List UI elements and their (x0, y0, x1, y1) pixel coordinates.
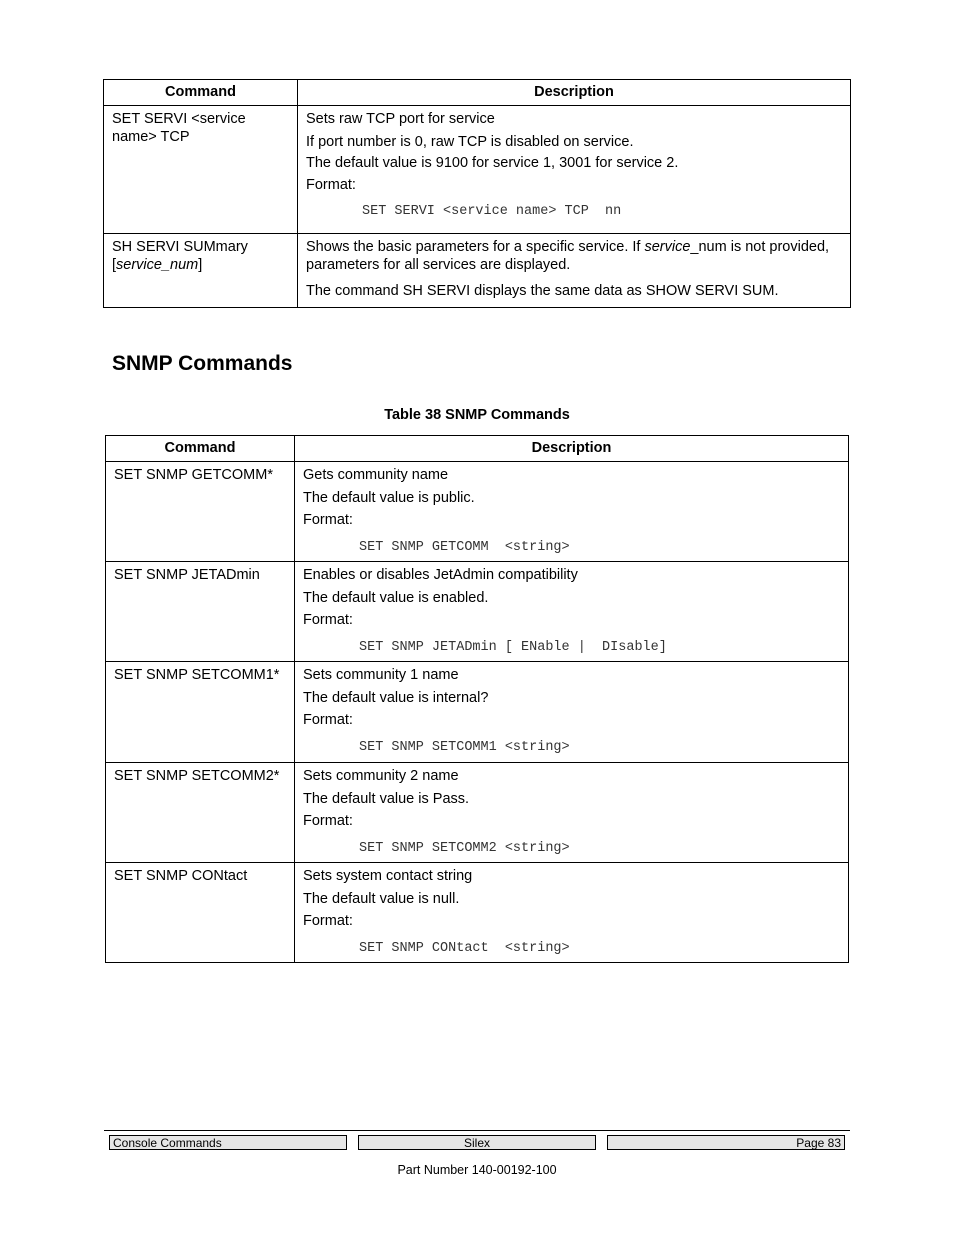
description-header: Description (295, 436, 849, 462)
footer-divider (104, 1130, 850, 1131)
command-param: service_num (116, 256, 199, 273)
format-code: SET SNMP SETCOMM1 <string> (359, 739, 570, 755)
footer-company: Silex (358, 1135, 596, 1150)
description-cell (298, 234, 851, 308)
description-line (306, 239, 842, 274)
description-line: The default value is internal? (303, 689, 489, 706)
format-code: SET SNMP JETADmin [ ENable | DIsable] (359, 639, 667, 655)
snmp-command-table (105, 435, 849, 963)
command-cell: SET SERVI <service name> TCP (104, 106, 298, 234)
description-line: Sets community 2 name (303, 768, 459, 784)
service-command-table (103, 79, 851, 308)
description-line: The default value is public. (303, 489, 475, 506)
command-cell (104, 234, 298, 308)
command-cell: SET SNMP GETCOMM* (106, 462, 295, 562)
format-code: SET SNMP SETCOMM2 <string> (359, 840, 570, 856)
description-cell (295, 562, 849, 662)
command-cell: SET SNMP JETADmin (106, 562, 295, 662)
description-line: Format: (303, 612, 353, 628)
command-header: Command (106, 436, 295, 462)
table-row (106, 562, 849, 662)
command-cell: SET SNMP CONtact (106, 863, 295, 963)
description-line: The command SH SERVI displays the same data as SHOW SERVI SUM. (306, 283, 779, 299)
description-text: Shows the basic parameters for a specific service. If (306, 239, 645, 255)
table-row (104, 106, 851, 234)
command-text: SH SERVI SUMmary [ (112, 239, 248, 273)
table-row (106, 662, 849, 763)
description-line: If port number is 0, raw TCP is disabled on service. (306, 133, 634, 150)
command-header: Command (104, 80, 298, 106)
description-text: _num is not provided, parameters for all services are displayed. (306, 239, 830, 273)
description-line: Gets community name (303, 467, 449, 483)
table-row (106, 863, 849, 963)
format-code: SET SNMP GETCOMM <string> (359, 539, 570, 555)
format-code: SET SNMP CONtact <string> (359, 940, 570, 956)
table-header-row (104, 80, 851, 106)
table-row (106, 763, 849, 863)
command-cell: SET SNMP SETCOMM1* (106, 662, 295, 763)
description-line: Enables or disables JetAdmin compatibility (303, 567, 578, 583)
table-header-row (106, 436, 849, 462)
description-line: Format: (306, 176, 356, 193)
description-cell (295, 662, 849, 763)
description-line: Format: (303, 813, 353, 829)
footer-page-number: Page 83 (607, 1135, 845, 1150)
description-header: Description (298, 80, 851, 106)
description-line: Sets community 1 name (303, 667, 459, 683)
description-cell (298, 106, 851, 234)
part-number: Part Number 140-00192-100 (397, 1163, 557, 1177)
description-line: The default value is enabled. (303, 589, 489, 606)
table-row (104, 234, 851, 308)
command-text: ] (198, 256, 203, 273)
table-row (106, 462, 849, 562)
section-heading: SNMP Commands (112, 352, 293, 375)
format-code: SET SERVI <service name> TCP nn (362, 204, 622, 219)
description-line: The default value is Pass. (303, 790, 470, 807)
command-cell: SET SNMP SETCOMM2* (106, 763, 295, 863)
table-caption: Table 38 SNMP Commands (384, 407, 570, 423)
description-line: Format: (303, 712, 353, 728)
description-line: The default value is null. (303, 890, 460, 907)
description-line: Format: (303, 512, 353, 528)
footer-section-label: Console Commands (109, 1135, 347, 1150)
description-line: Sets raw TCP port for service (306, 111, 495, 127)
description-line: Format: (303, 913, 353, 929)
description-cell (295, 763, 849, 863)
description-line: The default value is 9100 for service 1, 3001 for service 2. (306, 155, 679, 171)
description-line: Sets system contact string (303, 868, 473, 884)
description-param: service (644, 239, 691, 255)
description-cell (295, 462, 849, 562)
description-cell (295, 863, 849, 963)
